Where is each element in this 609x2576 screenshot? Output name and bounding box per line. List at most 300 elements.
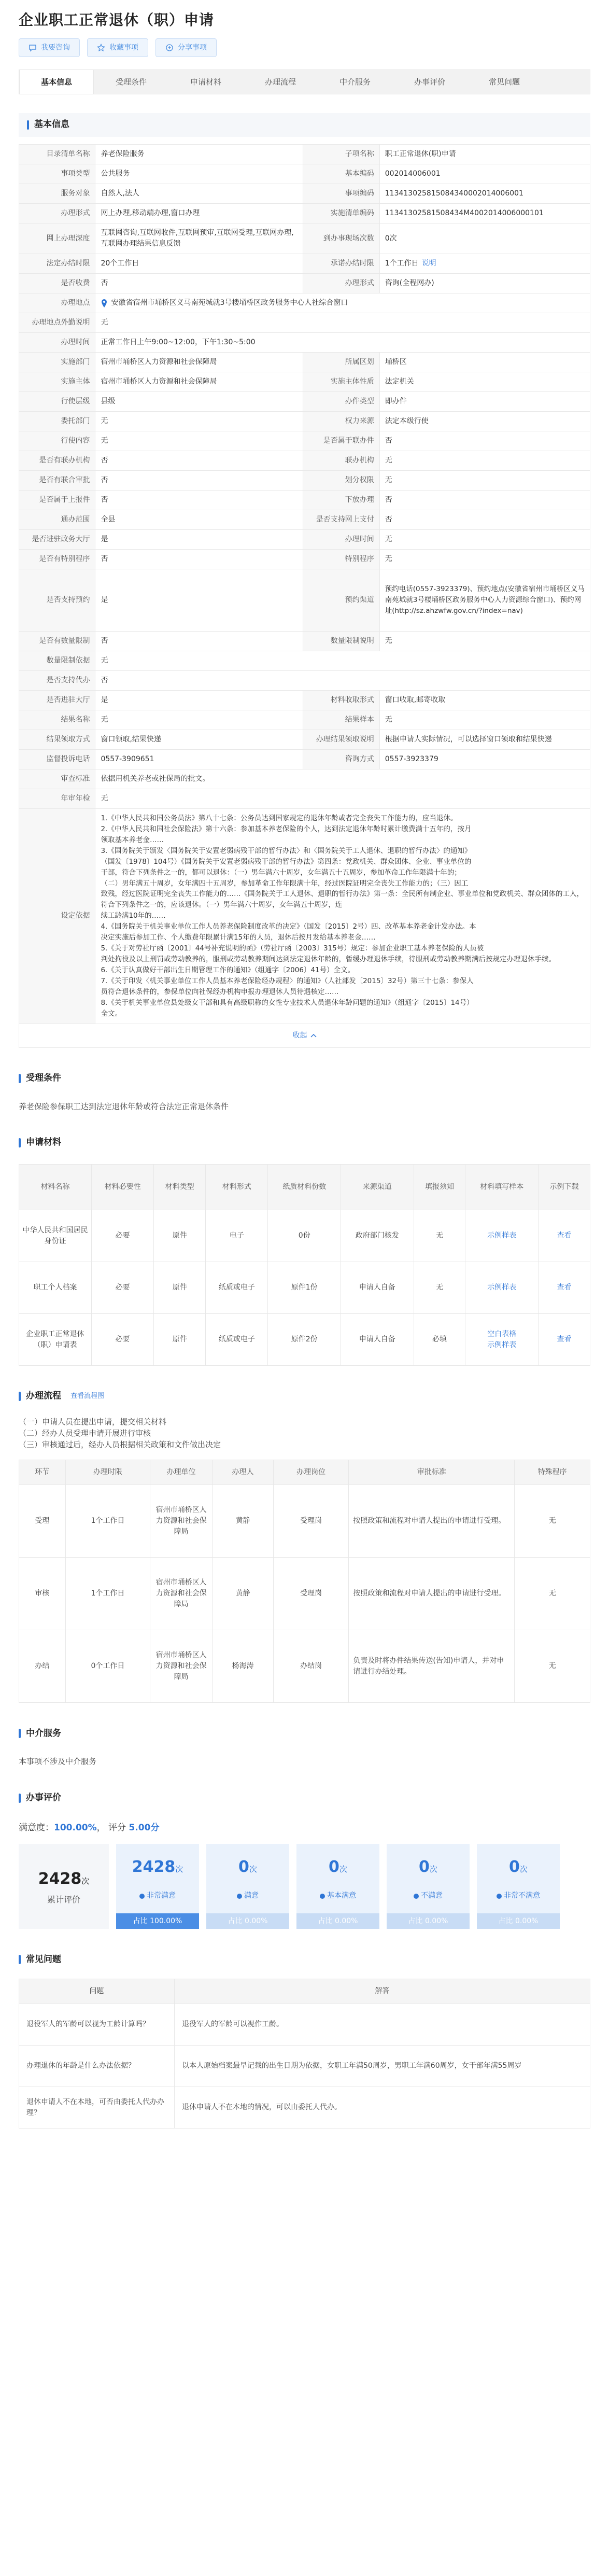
rating-count bbox=[419, 1855, 437, 1879]
chat-icon bbox=[29, 44, 37, 52]
section-title bbox=[19, 1131, 590, 1155]
rating-card bbox=[206, 1844, 289, 1929]
info-key: 是否有联合审批 bbox=[19, 471, 95, 491]
info-value: 依据用机关养老或社保局的批文。 bbox=[95, 769, 590, 789]
rating-percent: 占比 0.00% bbox=[387, 1913, 470, 1929]
info-key: 事项编码 bbox=[303, 184, 379, 204]
total-count-value: 2428 bbox=[38, 1869, 82, 1888]
faq-row bbox=[19, 2046, 590, 2087]
total-count bbox=[38, 1867, 90, 1891]
rating-label-text: 不满意 bbox=[421, 1892, 443, 1900]
section-title-text: 基本信息 bbox=[34, 119, 69, 130]
info-key: 下放办理 bbox=[303, 491, 379, 510]
info-key: 是否有联办机构 bbox=[19, 451, 95, 471]
table-cell: 1个工作日 bbox=[65, 1485, 150, 1558]
section-title bbox=[19, 1948, 590, 1971]
table-cell: 无 bbox=[414, 1262, 465, 1314]
info-row bbox=[19, 313, 590, 333]
info-value: 是 bbox=[95, 691, 303, 710]
materials-header: 示例下载 bbox=[539, 1165, 590, 1210]
info-key: 网上办理深度 bbox=[19, 223, 95, 254]
rating-label-text: 满意 bbox=[244, 1892, 259, 1900]
info-value: 养老保险服务 bbox=[95, 145, 303, 164]
table-row bbox=[19, 1314, 590, 1366]
info-row bbox=[19, 510, 590, 530]
materials-header: 材料填写样本 bbox=[465, 1165, 539, 1210]
info-value: 无 bbox=[95, 412, 303, 431]
info-row bbox=[19, 569, 590, 632]
info-key: 是否支持网上支付 bbox=[303, 510, 379, 530]
info-row bbox=[19, 809, 590, 1024]
sample-link[interactable]: 空白表格 示例样表 bbox=[487, 1329, 517, 1349]
info-row bbox=[19, 471, 590, 491]
info-value: 否 bbox=[95, 451, 303, 471]
info-key: 年审年检 bbox=[19, 789, 95, 809]
table-cell: 宿州市埇桥区人力资源和社会保障局 bbox=[150, 1558, 213, 1630]
info-value: 窗口领取,结果快递 bbox=[95, 730, 303, 750]
table-cell bbox=[539, 1314, 590, 1366]
rating-percent: 占比 0.00% bbox=[477, 1913, 560, 1929]
info-value: 网上办理,移动端办理,窗口办理 bbox=[95, 204, 303, 223]
info-value: 埇桥区 bbox=[379, 353, 590, 372]
rating-label bbox=[320, 1891, 356, 1901]
table-cell: 必填 bbox=[414, 1314, 465, 1366]
table-cell: 电子 bbox=[206, 1210, 268, 1262]
info-row bbox=[19, 274, 590, 293]
rating-label bbox=[237, 1891, 259, 1901]
info-key: 联办机构 bbox=[303, 451, 379, 471]
process-step: （二）经办人员受理申请开展进行审核 bbox=[19, 1428, 151, 1438]
info-key: 承诺办结时限 bbox=[303, 254, 379, 274]
info-key: 结果样本 bbox=[303, 710, 379, 730]
info-value: 否 bbox=[379, 431, 590, 451]
rating-label bbox=[139, 1891, 176, 1901]
process-header: 办理单位 bbox=[150, 1460, 213, 1485]
info-row bbox=[19, 145, 590, 164]
info-value: 11341302581508434M4002014006000101 bbox=[379, 204, 590, 223]
rating-percent: 占比 100.00% bbox=[116, 1913, 199, 1929]
info-value: 无 bbox=[95, 710, 303, 730]
info-row bbox=[19, 671, 590, 691]
table-cell bbox=[465, 1210, 539, 1262]
address-text: 安徽省宿州市埇桥区义马南苑城就3号楼埇桥区政务服务中心人社综合窗口 bbox=[111, 299, 348, 307]
accept-section bbox=[19, 1067, 590, 1113]
faq-answer: 退休申请人不在本地的情况，可以由委托人代办。 bbox=[175, 2087, 590, 2129]
info-key: 权力来源 bbox=[303, 412, 379, 431]
section-title bbox=[19, 1384, 590, 1408]
info-key: 预约渠道 bbox=[303, 569, 379, 632]
count-unit: 次 bbox=[429, 1865, 437, 1874]
rating-dot-icon bbox=[237, 1894, 242, 1899]
info-key: 审查标准 bbox=[19, 769, 95, 789]
table-cell: 申请人自备 bbox=[341, 1314, 414, 1366]
faq-section bbox=[19, 1948, 590, 2129]
table-row bbox=[19, 1262, 590, 1314]
process-header: 办理人 bbox=[213, 1460, 274, 1485]
faq-answer: 退役军人的军龄可以视作工龄。 bbox=[175, 2004, 590, 2046]
section-title-text: 受理条件 bbox=[26, 1072, 61, 1083]
info-row bbox=[19, 254, 590, 274]
rating-count bbox=[329, 1855, 347, 1879]
info-key: 监督投诉电话 bbox=[19, 750, 95, 769]
info-key: 办理地点 bbox=[19, 293, 95, 313]
table-cell: 申请人自备 bbox=[341, 1262, 414, 1314]
favorite-button[interactable] bbox=[87, 38, 148, 57]
info-value: 正常工作日上午9:00~12:00，下午1:30~5:00 bbox=[95, 333, 590, 353]
collapse-label: 收起 bbox=[292, 1031, 307, 1040]
info-value: 即办件 bbox=[379, 392, 590, 412]
info-row bbox=[19, 769, 590, 789]
process-header: 办理时限 bbox=[65, 1460, 150, 1485]
info-value: 公共服务 bbox=[95, 164, 303, 184]
faq-header: 问题 bbox=[19, 1979, 175, 2004]
table-cell: 政府部门核发 bbox=[341, 1210, 414, 1262]
faq-row bbox=[19, 2087, 590, 2129]
faq-row bbox=[19, 2004, 590, 2046]
info-row bbox=[19, 730, 590, 750]
accept-text: 养老保险参保职工达到法定退休年龄或符合法定正常退休条件 bbox=[19, 1101, 229, 1111]
table-cell: 无 bbox=[515, 1485, 590, 1558]
info-value: 20个工作日 bbox=[95, 254, 303, 274]
faq-header: 解答 bbox=[175, 1979, 590, 2004]
section-title-text: 常见问题 bbox=[26, 1954, 61, 1965]
page-header bbox=[0, 0, 609, 57]
info-key: 办理形式 bbox=[19, 204, 95, 223]
table-cell bbox=[539, 1262, 590, 1314]
table-cell: 职工个人档案 bbox=[19, 1262, 92, 1314]
materials-header: 材料类型 bbox=[154, 1165, 206, 1210]
rating-count-value: 0 bbox=[238, 1858, 249, 1877]
info-key: 通办范围 bbox=[19, 510, 95, 530]
info-key: 行使内容 bbox=[19, 431, 95, 451]
flowchart-link[interactable]: 查看流程图 bbox=[70, 1392, 105, 1401]
info-row bbox=[19, 431, 590, 451]
info-value: 法定机关 bbox=[379, 372, 590, 392]
info-key: 结果领取方式 bbox=[19, 730, 95, 750]
info-value: 无 bbox=[379, 471, 590, 491]
info-value: 无 bbox=[379, 710, 590, 730]
info-value: 否 bbox=[95, 274, 303, 293]
promise-time: 1个工作日 bbox=[385, 259, 419, 268]
table-cell: 必要 bbox=[92, 1314, 154, 1366]
tab-evaluation[interactable]: 办事评价 bbox=[414, 77, 445, 87]
title-bar bbox=[19, 1729, 21, 1738]
info-key: 结果名称 bbox=[19, 710, 95, 730]
info-value: 自然人,法人 bbox=[95, 184, 303, 204]
rating-count-value: 0 bbox=[329, 1858, 339, 1877]
info-row bbox=[19, 392, 590, 412]
share-label: 分享事项 bbox=[178, 43, 207, 52]
faq-question: 办理退休的年龄是什么办法依据？ bbox=[19, 2046, 175, 2087]
rating-count-value: 0 bbox=[419, 1858, 430, 1877]
rating-label bbox=[414, 1891, 443, 1901]
table-cell: 审核 bbox=[19, 1558, 66, 1630]
table-cell: 按照政策和流程对申请人提出的申请进行受理。 bbox=[349, 1558, 515, 1630]
table-cell bbox=[465, 1262, 539, 1314]
info-key: 数量限制说明 bbox=[303, 632, 379, 651]
satisfaction-line: 满意度：100.00%， 评分 5.00分 bbox=[19, 1822, 160, 1833]
table-cell: 负责及时将办件结果传送(告知)申请人，并对申请进行办结处理。 bbox=[349, 1630, 515, 1703]
table-cell: 宿州市埇桥区人力资源和社会保障局 bbox=[150, 1630, 213, 1703]
tab-materials[interactable]: 申请材料 bbox=[190, 77, 221, 87]
process-steps bbox=[19, 1408, 590, 1460]
info-value: 否 bbox=[95, 550, 303, 569]
info-key: 是否有数量限制 bbox=[19, 632, 95, 651]
info-value: 否 bbox=[379, 510, 590, 530]
table-row bbox=[19, 1485, 590, 1558]
title-bar bbox=[19, 1794, 21, 1803]
basic-info-table bbox=[19, 144, 590, 1024]
materials-section bbox=[19, 1131, 590, 1366]
satisfaction-value: 100.00% bbox=[54, 1822, 97, 1833]
tab-process[interactable]: 办理流程 bbox=[264, 77, 296, 87]
rating-dot-icon bbox=[414, 1894, 419, 1899]
rating-card bbox=[387, 1844, 470, 1929]
materials-header: 材料必要性 bbox=[92, 1165, 154, 1210]
info-key: 办理地点外勤说明 bbox=[19, 313, 95, 333]
info-key: 事项类型 bbox=[19, 164, 95, 184]
tab-faq[interactable]: 常见问题 bbox=[488, 77, 520, 87]
count-unit: 次 bbox=[339, 1865, 347, 1874]
download-link[interactable]: 查看 bbox=[557, 1283, 572, 1292]
info-row bbox=[19, 451, 590, 471]
share-button[interactable] bbox=[155, 38, 217, 57]
rating-label bbox=[497, 1891, 540, 1901]
table-cell: 纸质或电子 bbox=[206, 1314, 268, 1366]
table-cell: 办结岗 bbox=[273, 1630, 349, 1703]
rating-label-text: 非常满意 bbox=[147, 1892, 176, 1900]
promise-explain-link[interactable]: 说明 bbox=[421, 259, 436, 268]
info-key: 到办事现场次数 bbox=[303, 223, 379, 254]
section-title bbox=[19, 1786, 590, 1810]
score-value: 5.00分 bbox=[129, 1822, 160, 1833]
info-key: 办理结果领取说明 bbox=[303, 730, 379, 750]
info-value: 法定本级行使 bbox=[379, 412, 590, 431]
title-bar bbox=[19, 1074, 21, 1083]
faq-question: 退休申请人不在本地，可否由委托人代办办理？ bbox=[19, 2087, 175, 2129]
rating-card bbox=[116, 1844, 199, 1929]
info-value: 无 bbox=[379, 530, 590, 550]
section-title bbox=[19, 113, 590, 137]
rating-cards bbox=[19, 1844, 590, 1929]
faq-answer: 以本人原始档案最早记载的出生日期为依据，女职工年满50周岁，男职工年满60周岁，女干部年满55周岁 bbox=[175, 2046, 590, 2087]
download-link[interactable]: 查看 bbox=[557, 1335, 572, 1344]
rating-label-text: 基本满意 bbox=[327, 1892, 356, 1900]
info-key: 基本编码 bbox=[303, 164, 379, 184]
table-cell: 无 bbox=[515, 1558, 590, 1630]
table-row bbox=[19, 1558, 590, 1630]
process-header: 审批标准 bbox=[349, 1460, 515, 1485]
count-unit: 次 bbox=[519, 1865, 528, 1874]
title-bar bbox=[27, 120, 29, 130]
info-key: 实施部门 bbox=[19, 353, 95, 372]
info-value: 无 bbox=[95, 789, 590, 809]
faq-question: 退役军人的军龄可以视为工龄计算吗？ bbox=[19, 2004, 175, 2046]
info-value: 0557-3923379 bbox=[379, 750, 590, 769]
info-key: 是否有特别程序 bbox=[19, 550, 95, 569]
info-row bbox=[19, 204, 590, 223]
info-value: 互联网咨询,互联网收件,互联网预审,互联网受理,互联网办理,互联网办理结果信息反馈 bbox=[95, 223, 303, 254]
rating-percent: 占比 0.00% bbox=[296, 1913, 379, 1929]
table-cell: 原件 bbox=[154, 1314, 206, 1366]
info-key: 办理时间 bbox=[303, 530, 379, 550]
agency-section bbox=[19, 1721, 590, 1768]
info-value: 无 bbox=[379, 451, 590, 471]
table-cell: 无 bbox=[515, 1630, 590, 1703]
table-cell: 原件1份 bbox=[268, 1262, 341, 1314]
info-value: 宿州市埇桥区人力资源和社会保障局 bbox=[95, 372, 303, 392]
info-value: 全县 bbox=[95, 510, 303, 530]
table-cell: 受理岗 bbox=[273, 1558, 349, 1630]
info-key: 实施清单编码 bbox=[303, 204, 379, 223]
materials-table bbox=[19, 1164, 590, 1366]
satisfaction-label: 满意度： bbox=[19, 1822, 54, 1833]
section-title bbox=[19, 1721, 590, 1745]
rating-count-value: 0 bbox=[509, 1858, 520, 1877]
info-value: 窗口收取,邮寄收取 bbox=[379, 691, 590, 710]
info-value: 否 bbox=[95, 471, 303, 491]
info-value: 否 bbox=[95, 632, 303, 651]
rating-percent: 占比 0.00% bbox=[206, 1913, 289, 1929]
table-row bbox=[19, 1630, 590, 1703]
info-value: 咨询(全程网办) bbox=[379, 274, 590, 293]
table-cell: 0个工作日 bbox=[65, 1630, 150, 1703]
count-unit: 次 bbox=[175, 1865, 183, 1874]
process-header: 特殊程序 bbox=[515, 1460, 590, 1485]
rating-count-value: 2428 bbox=[132, 1858, 176, 1877]
table-cell: 企业职工正常退休（职）申请表 bbox=[19, 1314, 92, 1366]
table-cell: 原件 bbox=[154, 1210, 206, 1262]
info-value: 是 bbox=[95, 569, 303, 632]
materials-header: 纸质材料份数 bbox=[268, 1165, 341, 1210]
info-value: 无 bbox=[95, 651, 590, 671]
info-value: 无 bbox=[379, 550, 590, 569]
info-row bbox=[19, 691, 590, 710]
process-step: （三）审核通过后，经办人员根据相关政策和文件做出决定 bbox=[19, 1439, 221, 1449]
legal-basis: 1.《中华人民共和国公务员法》第八十七条：公务员达到国家规定的退休年龄或者完全丧失工作能力的，应当退休。 2.《中华人民共和国社会保险法》第十六条：参加基本养老保险的个人，达到法定退休年龄时累计缴费满十五年的，按月 领取基本养老金…… 3.《国务院关于颁发〈国务院关于安置老弱病残干部的暂行办法〉和〈国务院关于工人退休、退职的暂行办法〉的通知》 （国发〔1978〕104号）《国务院关于安置老弱病残干部的暂行办法》第四条：党政机关、群众团体、企业、事业单位的 干部，符合下列条件之一的，都可以退休：（一）男年满六十周岁，女年满五十五周岁，参加革命工作年限满十年的； （二）男年满五十周岁，女年满四十五周岁，参加革命工作年限满十年，经过医院证明完全丧失工作能力的；（三）因工 致残，经过医院证明完全丧失工作能力的……《国务院关于工人退休、退职的暂行办法》第一条：全民所有制企业、事业单位和党政机关、群众团体的工人，符合下列条件之一的，应该退休。（一）男年满六十周岁，女年满五十周岁，连 续工龄满10年的…… 4.《国务院关于机关事业单位工作人员养老保险制度改革的决定》（国发〔2015〕2号）四、改革基本养老金计发办法。本 决定实施后参加工作、个人缴费年限累计满15年的人员，退休后按月发给基本养老金…… 5.《关于对劳社厅函〔2001〕44号补充说明的函》（劳社厅函〔2003〕315号）规定：参加企业职工基本养老保险的人员被 判处拘役及以上刑罚或劳动教养的，服刑或劳动教养期间达到法定退休年龄的，暂缓办理退休手续，待服刑或劳动教养期满后按规定办理退休手续。 6.《关于认真做好干部出生日期管理工作的通知》（组通字〔2006〕41号）全文。 7.《关于印发〈机关事业单位工作人员基本养老保险经办规程〉的通知》（人社部发〔2015〕32号）第三十七条：参保人 员符合退休条件的，参保单位向社保经办机构申报办理退休人员待遇核定…… 8.《关于机关事业单位县处级女干部和具有高级职称的女性专业技术人员退休年龄问题的通知》（组通字〔2015〕14号） 全文。 bbox=[95, 809, 590, 1024]
table-cell: 宿州市埇桥区人力资源和社会保障局 bbox=[150, 1485, 213, 1558]
agency-text: 本事项不涉及中介服务 bbox=[19, 1757, 97, 1767]
process-header: 环节 bbox=[19, 1460, 66, 1485]
tab-bar bbox=[19, 69, 590, 94]
table-cell: 必要 bbox=[92, 1210, 154, 1262]
info-key: 咨询方式 bbox=[303, 750, 379, 769]
sample-link[interactable]: 示例样表 bbox=[487, 1231, 517, 1240]
info-key: 实施主体 bbox=[19, 372, 95, 392]
rating-count bbox=[132, 1855, 183, 1879]
page-title: 企业职工正常退休（职）申请 bbox=[19, 11, 215, 29]
info-value: 无 bbox=[379, 632, 590, 651]
info-row bbox=[19, 491, 590, 510]
star-icon bbox=[97, 44, 105, 52]
consult-button[interactable] bbox=[19, 38, 80, 57]
table-cell: 黄静 bbox=[213, 1558, 274, 1630]
table-cell: 按照政策和流程对申请人提出的申请进行受理。 bbox=[349, 1485, 515, 1558]
materials-header: 材料名称 bbox=[19, 1165, 92, 1210]
process-section bbox=[19, 1384, 590, 1703]
info-value: 否 bbox=[95, 671, 590, 691]
info-row bbox=[19, 353, 590, 372]
rating-card bbox=[477, 1844, 560, 1929]
info-key: 材料收取形式 bbox=[303, 691, 379, 710]
info-key: 目录清单名称 bbox=[19, 145, 95, 164]
info-row bbox=[19, 750, 590, 769]
info-row bbox=[19, 550, 590, 569]
total-evaluations bbox=[19, 1844, 109, 1929]
rating-count bbox=[238, 1855, 257, 1879]
title-bar bbox=[19, 1392, 21, 1401]
process-table bbox=[19, 1460, 590, 1703]
tab-basic-info[interactable]: 基本信息 bbox=[19, 70, 94, 94]
table-cell: 黄静 bbox=[213, 1485, 274, 1558]
table-cell: 必要 bbox=[92, 1262, 154, 1314]
info-key: 委托部门 bbox=[19, 412, 95, 431]
count-unit: 次 bbox=[249, 1865, 257, 1874]
table-cell: 办结 bbox=[19, 1630, 66, 1703]
table-cell: 1个工作日 bbox=[65, 1558, 150, 1630]
info-value: 否 bbox=[95, 491, 303, 510]
address-wrap bbox=[101, 298, 585, 309]
info-value: 002014006001 bbox=[379, 164, 590, 184]
info-value bbox=[379, 254, 590, 274]
info-row bbox=[19, 632, 590, 651]
share-icon bbox=[165, 44, 174, 52]
faq-table bbox=[19, 1979, 590, 2129]
table-cell bbox=[539, 1210, 590, 1262]
title-bar bbox=[19, 1138, 21, 1147]
title-bar bbox=[19, 1955, 21, 1964]
count-unit: 次 bbox=[81, 1876, 90, 1886]
basic-info-section bbox=[19, 113, 590, 1048]
info-row bbox=[19, 789, 590, 809]
table-cell: 受理岗 bbox=[273, 1485, 349, 1558]
collapse-button[interactable] bbox=[19, 1024, 590, 1048]
info-value: 无 bbox=[95, 313, 590, 333]
info-value: 是 bbox=[95, 530, 303, 550]
table-cell: 原件 bbox=[154, 1262, 206, 1314]
tab-accept-conditions[interactable]: 受理条件 bbox=[115, 77, 147, 87]
table-cell: 纸质或电子 bbox=[206, 1262, 268, 1314]
info-value: 县级 bbox=[95, 392, 303, 412]
location-pin-icon bbox=[101, 299, 108, 308]
info-key: 是否属于上报件 bbox=[19, 491, 95, 510]
info-key: 服务对象 bbox=[19, 184, 95, 204]
download-link[interactable]: 查看 bbox=[557, 1231, 572, 1240]
table-cell bbox=[465, 1314, 539, 1366]
evaluation-section bbox=[19, 1786, 590, 1929]
info-key: 划分权限 bbox=[303, 471, 379, 491]
info-key: 所属区划 bbox=[303, 353, 379, 372]
process-header: 办理岗位 bbox=[273, 1460, 349, 1485]
info-row bbox=[19, 530, 590, 550]
tab-agency[interactable]: 中介服务 bbox=[339, 77, 371, 87]
materials-header: 来源渠道 bbox=[341, 1165, 414, 1210]
sample-link[interactable]: 示例样表 bbox=[487, 1283, 517, 1292]
info-value bbox=[95, 293, 590, 313]
rating-dot-icon bbox=[320, 1894, 325, 1899]
info-key: 办理时间 bbox=[19, 333, 95, 353]
table-row bbox=[19, 1210, 590, 1262]
info-key: 数量限制依据 bbox=[19, 651, 95, 671]
info-value: 无 bbox=[95, 431, 303, 451]
info-row bbox=[19, 333, 590, 353]
info-row bbox=[19, 372, 590, 392]
info-value: 根据申请人实际情况，可以选择窗口领取和结果快递 bbox=[379, 730, 590, 750]
info-key: 行使层级 bbox=[19, 392, 95, 412]
section-title-text: 办理流程 bbox=[26, 1391, 61, 1402]
info-value: 否 bbox=[379, 491, 590, 510]
rating-label-text: 非常不满意 bbox=[504, 1892, 540, 1900]
